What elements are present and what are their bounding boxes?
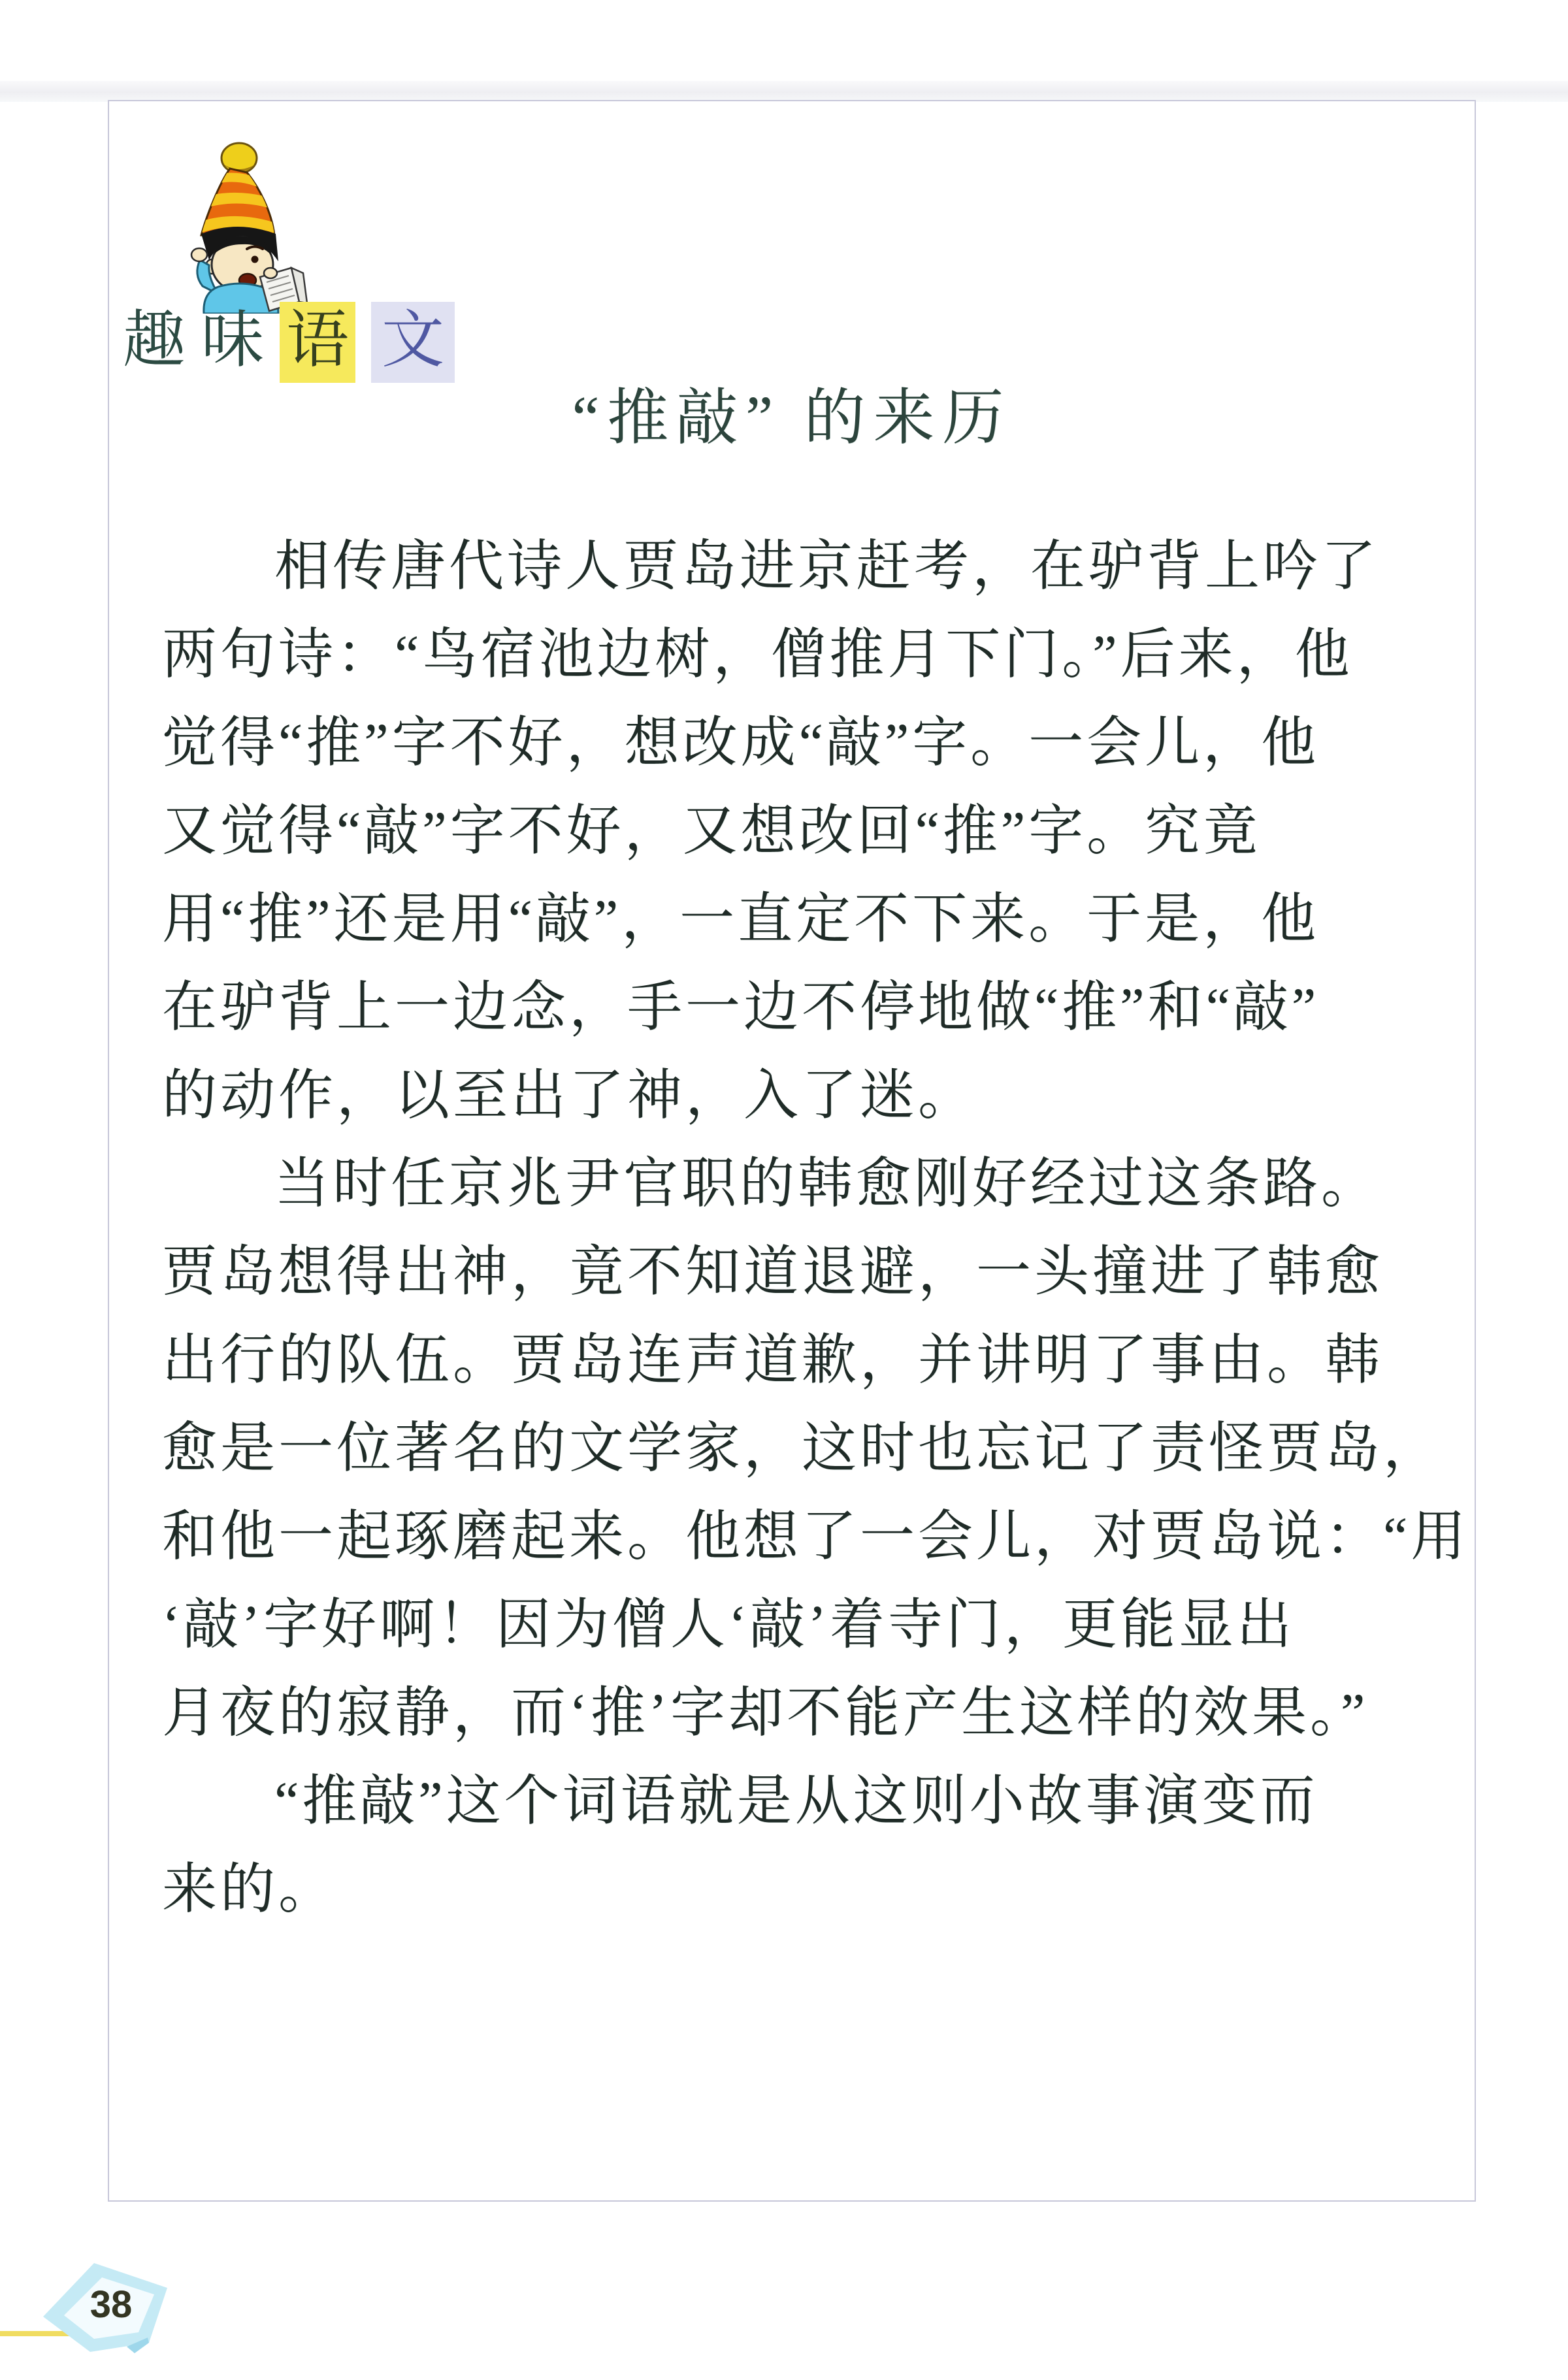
text-line: 贾岛想得出神，竟不知道退避，一头撞进了韩愈 bbox=[162, 1242, 1384, 1303]
text-line: 月夜的寂静，而‘推’字却不能产生这样的效果。” bbox=[162, 1683, 1369, 1744]
text-line: 和他一起琢磨起来。他想了一会儿，对贾岛说：“用 bbox=[162, 1507, 1469, 1567]
text-line: 觉得“推”字不好，想改成“敲”字。一会儿，他 bbox=[162, 713, 1320, 774]
text-line: 愈是一位著名的文学家，这时也忘记了责怪贾岛， bbox=[162, 1418, 1442, 1479]
text-line: 来的。 bbox=[162, 1859, 337, 1920]
text-line: 又觉得“敲”字不好，又想改回“推”字。究竟 bbox=[162, 801, 1262, 862]
article-body bbox=[162, 523, 1469, 1934]
section-label-char: 味 bbox=[201, 305, 264, 375]
section-label-char: 趣 bbox=[123, 305, 186, 375]
text-line: 的动作，以至出了神，入了迷。 bbox=[162, 1066, 977, 1126]
section-label bbox=[123, 302, 470, 383]
text-line: 出行的队伍。贾岛连声道歉，并讲明了事由。韩 bbox=[162, 1330, 1384, 1391]
article-title: “推敲” 的来历 bbox=[572, 384, 1012, 452]
text-line: 当时任京兆尹官职的韩愈刚好经过这条路。 bbox=[274, 1154, 1380, 1214]
text-line: ‘敲’字好啊！因为僧人‘敲’着寺门，更能显出 bbox=[162, 1595, 1295, 1655]
text-line: 两句诗：“鸟宿池边树，僧推月下门。”后来，他 bbox=[162, 625, 1353, 685]
text-line: “推敲”这个词语就是从这则小故事演变而 bbox=[274, 1771, 1318, 1832]
text-line: 用“推”还是用“敲”，一直定不下来。于是，他 bbox=[162, 889, 1320, 950]
scan-artifact-band bbox=[0, 81, 1568, 102]
section-label-char-highlighted: 语 bbox=[280, 302, 355, 383]
section-label-char-blue: 文 bbox=[371, 302, 455, 383]
mascot-child-reading-icon bbox=[162, 136, 309, 314]
text-line: 相传唐代诗人贾岛进京赶考，在驴背上吟了 bbox=[274, 536, 1380, 597]
text-line: 在驴背上一边念，手一边不停地做“推”和“敲” bbox=[162, 977, 1320, 1038]
page-number: 38 bbox=[90, 2283, 133, 2326]
